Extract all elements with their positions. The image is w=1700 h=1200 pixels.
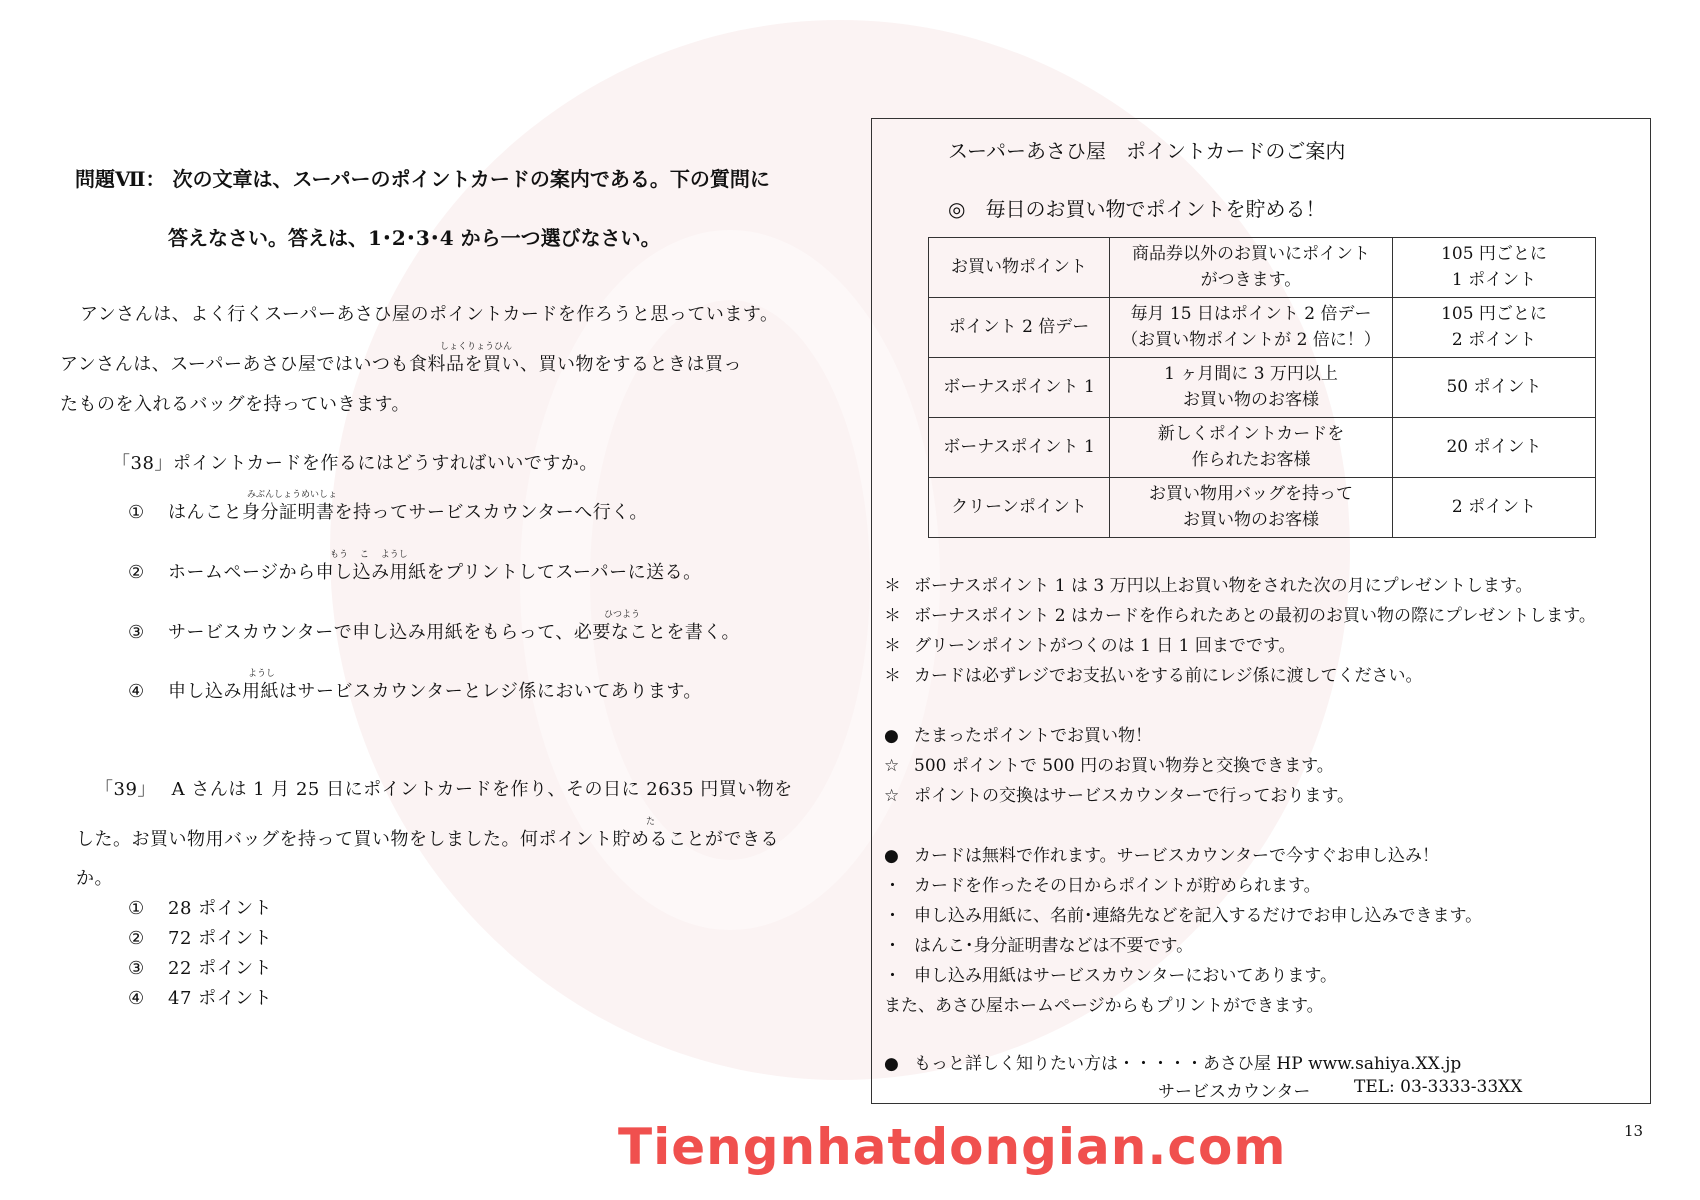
- q38-option-1[interactable]: ① はんこと身分証明書を持ってサービスカウンターへ行く。: [128, 502, 648, 523]
- point-type: ボーナスポイント 1: [929, 358, 1110, 418]
- q38-prompt: 「38」ポイントカードを作るにはどうすればいいですか。: [112, 453, 598, 474]
- q39-option-2[interactable]: ② 72 ポイント: [128, 928, 273, 949]
- q39-ruby: た: [646, 817, 656, 827]
- points-table-row: [929, 358, 1596, 418]
- condition-line: お買い物用バッグを持って: [1149, 484, 1353, 504]
- intro-ruby: しょくりょうひん: [440, 342, 513, 352]
- condition-line: 商品券以外のお買いにポイント: [1132, 244, 1370, 264]
- amount-line: 105 円ごとに: [1441, 244, 1547, 264]
- condition-line: 作られたお客様: [1191, 449, 1311, 470]
- note-3: ＊ グリーンポイントがつくのは 1 日 1 回までです。: [884, 636, 1296, 656]
- q39-option-3[interactable]: ③ 22 ポイント: [128, 958, 273, 979]
- point-condition: [1110, 298, 1393, 358]
- point-amount: [1393, 358, 1596, 418]
- signup-item-3: ・ はんこ･身分証明書などは不要です。: [884, 936, 1194, 956]
- condition-line: お買い物のお客様: [1183, 509, 1319, 530]
- intro-line2: アンさんは、スーパーあさひ屋ではいつも食料品を買い、買い物をするときは買っ: [60, 354, 742, 375]
- signup-item-2: ・ 申し込み用紙に、名前･連絡先などを記入するだけでお申し込みできます。: [884, 906, 1483, 926]
- signup-item-1: ・ カードを作ったその日からポイントが貯められます。: [884, 876, 1321, 896]
- point-card-flyer: [871, 118, 1651, 1104]
- signup-item-4: ・ 申し込み用紙はサービスカウンターにおいてあります。: [884, 966, 1337, 986]
- note-4: ＊ カードは必ずレジでお支払いをする前にレジ係に渡してください。: [884, 666, 1423, 686]
- amount-line: 105 円ごとに: [1441, 304, 1547, 324]
- q39-prompt-line3: か。: [76, 868, 113, 889]
- amount-line: 2 ポイント: [1451, 329, 1537, 350]
- homepage-link[interactable]: もっと詳しく知りたい方は・・・・・あさひ屋 HP www.sahiya.XX.jp: [914, 1054, 1462, 1074]
- condition-line: （お買い物ポイントが 2 倍に！）: [1121, 329, 1381, 350]
- condition-line: お買い物のお客様: [1183, 389, 1319, 410]
- q38-opt1-ruby: みぶんしょうめいしょ: [247, 490, 338, 500]
- question-title-line1: 問題Ⅶ： 次の文章は、スーパーのポイントカードの案内である。下の質問に: [75, 167, 770, 191]
- point-condition: [1110, 418, 1393, 478]
- flyer-subtitle: ◎ 毎日のお買い物でポイントを貯める！: [948, 197, 1326, 221]
- redeem-heading: ● たまったポイントでお買い物！: [884, 726, 1152, 746]
- amount-line: 20 ポイント: [1446, 436, 1542, 457]
- amount-line: 2 ポイント: [1451, 496, 1537, 517]
- signup-heading: ● カードは無料で作れます。サービスカウンターで今すぐお申し込み！: [884, 846, 1439, 866]
- points-table-row: [929, 238, 1596, 298]
- point-type: ポイント 2 倍デー: [929, 298, 1110, 358]
- page-number: 13: [1624, 1122, 1644, 1140]
- signup-tail: また、あさひ屋ホームページからもプリントができます。: [884, 996, 1324, 1016]
- intro-line3: たものを入れるバッグを持っていきます。: [60, 394, 411, 415]
- service-counter-label: サービスカウンター: [1158, 1082, 1311, 1102]
- amount-line: 1 ポイント: [1451, 269, 1537, 290]
- note-2: ＊ ボーナスポイント 2 はカードを作られたあとの最初のお買い物の際にプレゼントします。: [884, 606, 1596, 626]
- redeem-item-2: ☆ ポイントの交換はサービスカウンターで行っております。: [884, 786, 1354, 806]
- redeem-item-1: ☆ 500 ポイントで 500 円のお買い物券と交換できます。: [884, 756, 1334, 776]
- point-amount: [1393, 298, 1596, 358]
- point-type: ボーナスポイント 1: [929, 418, 1110, 478]
- site-watermark-text: Tiengnhatdongian.com: [618, 1118, 1287, 1176]
- q39-prompt-line1: 「39」 A さんは 1 月 25 日にポイントカードを作り、その日に 2635 円買い物を: [95, 779, 793, 800]
- condition-line: がつきます。: [1200, 269, 1302, 290]
- q38-opt4-ruby: ようし: [248, 669, 276, 679]
- q38-option-4[interactable]: ④ 申し込み用紙はサービスカウンターとレジ係においてあります。: [128, 681, 702, 702]
- q38-opt3-ruby: ひつよう: [604, 610, 641, 620]
- tel-number: TEL: 03-3333-33XX: [1354, 1077, 1523, 1097]
- point-type: お買い物ポイント: [929, 238, 1110, 298]
- points-table: [928, 237, 1596, 538]
- point-condition: [1110, 478, 1393, 538]
- condition-line: 1 ヶ月間に 3 万円以上: [1164, 364, 1338, 384]
- q39-option-1[interactable]: ① 28 ポイント: [128, 898, 273, 919]
- point-type: クリーンポイント: [929, 478, 1110, 538]
- q39-option-4[interactable]: ④ 47 ポイント: [128, 988, 273, 1009]
- condition-line: 毎月 15 日はポイント 2 倍デー: [1130, 304, 1372, 324]
- q38-option-2[interactable]: ② ホームページから申し込み用紙をプリントしてスーパーに送る。: [128, 562, 702, 583]
- q38-opt2-ruby: もう こ ようし: [330, 550, 408, 560]
- point-condition: [1110, 358, 1393, 418]
- point-amount: [1393, 418, 1596, 478]
- condition-line: 新しくポイントカードを: [1157, 424, 1345, 444]
- point-amount: [1393, 238, 1596, 298]
- intro-line1: アンさんは、よく行くスーパーあさひ屋のポイントカードを作ろうと思っています。: [80, 304, 779, 325]
- q38-option-3[interactable]: ③ サービスカウンターで申し込み用紙をもらって、必要なことを書く。: [128, 622, 741, 643]
- flyer-title: スーパーあさひ屋 ポイントカードのご案内: [948, 139, 1346, 163]
- q39-prompt-line2: した。お買い物用バッグを持って買い物をしました。何ポイント貯めることができる: [76, 829, 779, 850]
- amount-line: 50 ポイント: [1446, 376, 1542, 397]
- points-table-row: [929, 418, 1596, 478]
- points-table-row: [929, 298, 1596, 358]
- point-amount: [1393, 478, 1596, 538]
- contact-line: ● もっと詳しく知りたい方は・・・・・あさひ屋 HP www.sahiya.XX.jp: [884, 1054, 1462, 1074]
- point-condition: [1110, 238, 1393, 298]
- question-title-line2: 答えなさい。答えは、1･2･3･4 から一つ選びなさい。: [168, 226, 661, 250]
- note-1: ＊ ボーナスポイント 1 は 3 万円以上お買い物をされた次の月にプレゼントします。: [884, 576, 1533, 596]
- points-table-row: [929, 478, 1596, 538]
